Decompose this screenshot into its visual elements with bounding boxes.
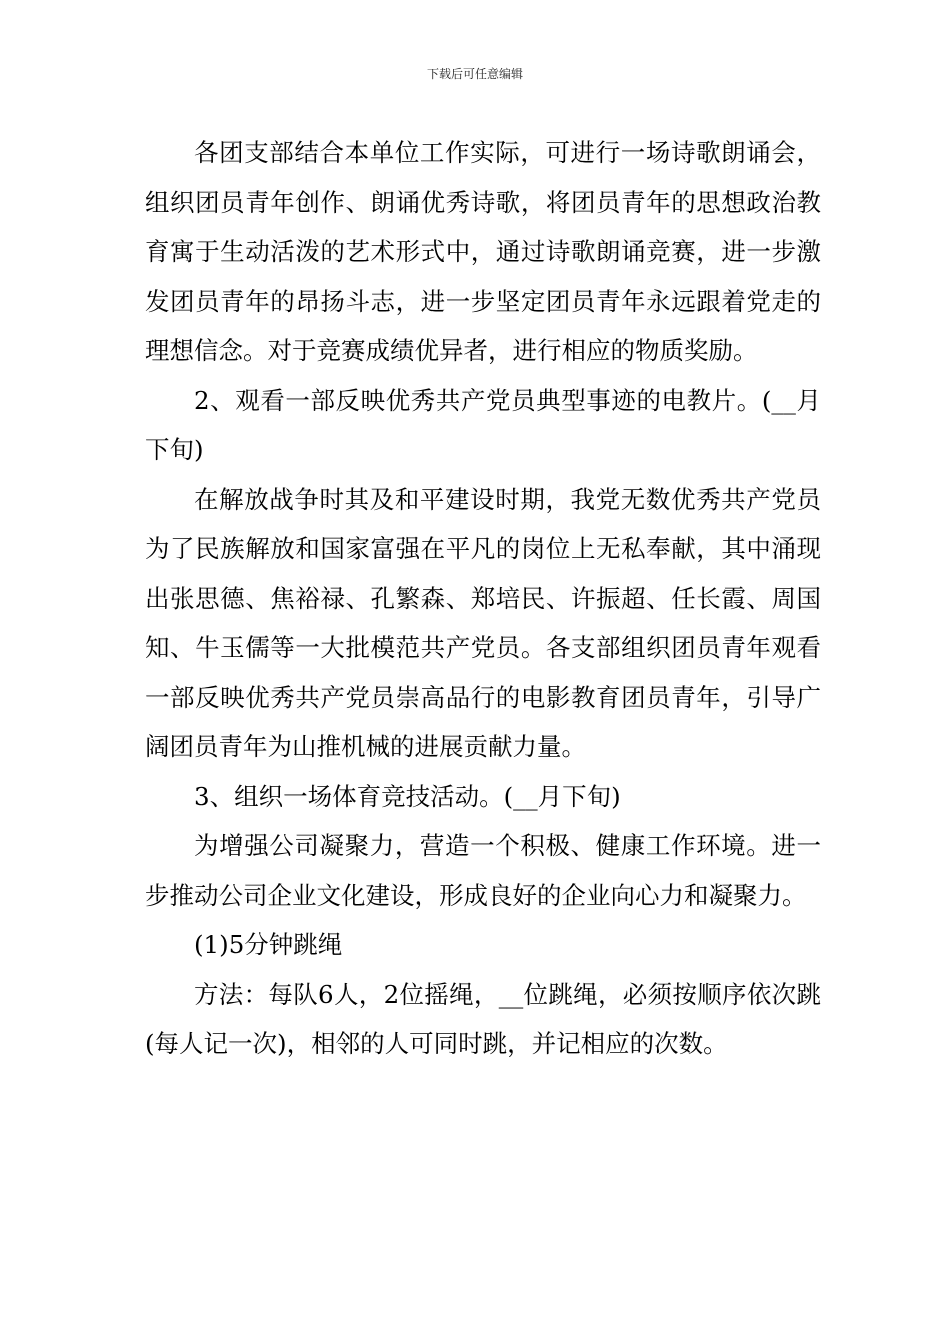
- paragraph-item-2-heading: 2、观看一部反映优秀共产党员典型事迹的电教片。(__月下旬): [145, 385, 821, 464]
- paragraph-subitem-jump-rope: (1)5分钟跳绳: [194, 930, 343, 959]
- document-body: [145, 128, 821, 1069]
- page-header: 下载后可任意编辑: [426, 67, 523, 81]
- paragraph-sports-purpose: 为增强公司凝聚力，营造一个积极、健康工作环境。进一步推动公司企业文化建设，形成良好的企业向心力和凝聚力。: [145, 831, 821, 910]
- paragraph-jump-rope-method: 方法：每队6人，2位摇绳，__位跳绳，必须按顺序依次跳(每人记一次)，相邻的人可同时跳，并记相应的次数。: [145, 979, 821, 1058]
- paragraph-item-3-heading: 3、组织一场体育竞技活动。(__月下旬): [194, 781, 621, 811]
- paragraph-poetry-recital: 各团支部结合本单位工作实际，可进行一场诗歌朗诵会，组织团员青年创作、朗诵优秀诗歌，将团员青年的思想政治教育寓于生动活泼的艺术形式中，通过诗歌朗诵竞赛，进一步激发团员青年的昂扬斗志，进一步坚定团员青年永远跟着党走的理想信念。对于竞赛成绩优异者，进行相应的物质奖励。: [145, 138, 821, 365]
- paragraph-film-education: 在解放战争时其及和平建设时期，我党无数优秀共产党员为了民族解放和国家富强在平凡的岗位上无私奉献，其中涌现出张思德、焦裕禄、孔繁森、郑培民、许振超、任长霞、周国知、牛玉儒等一大批模范共产党员。各支部组织团员青年观看一部反映优秀共产党员崇高品行的电影教育团员青年，引导广阔团员青年为山推机械的进展贡献力量。: [145, 484, 821, 761]
